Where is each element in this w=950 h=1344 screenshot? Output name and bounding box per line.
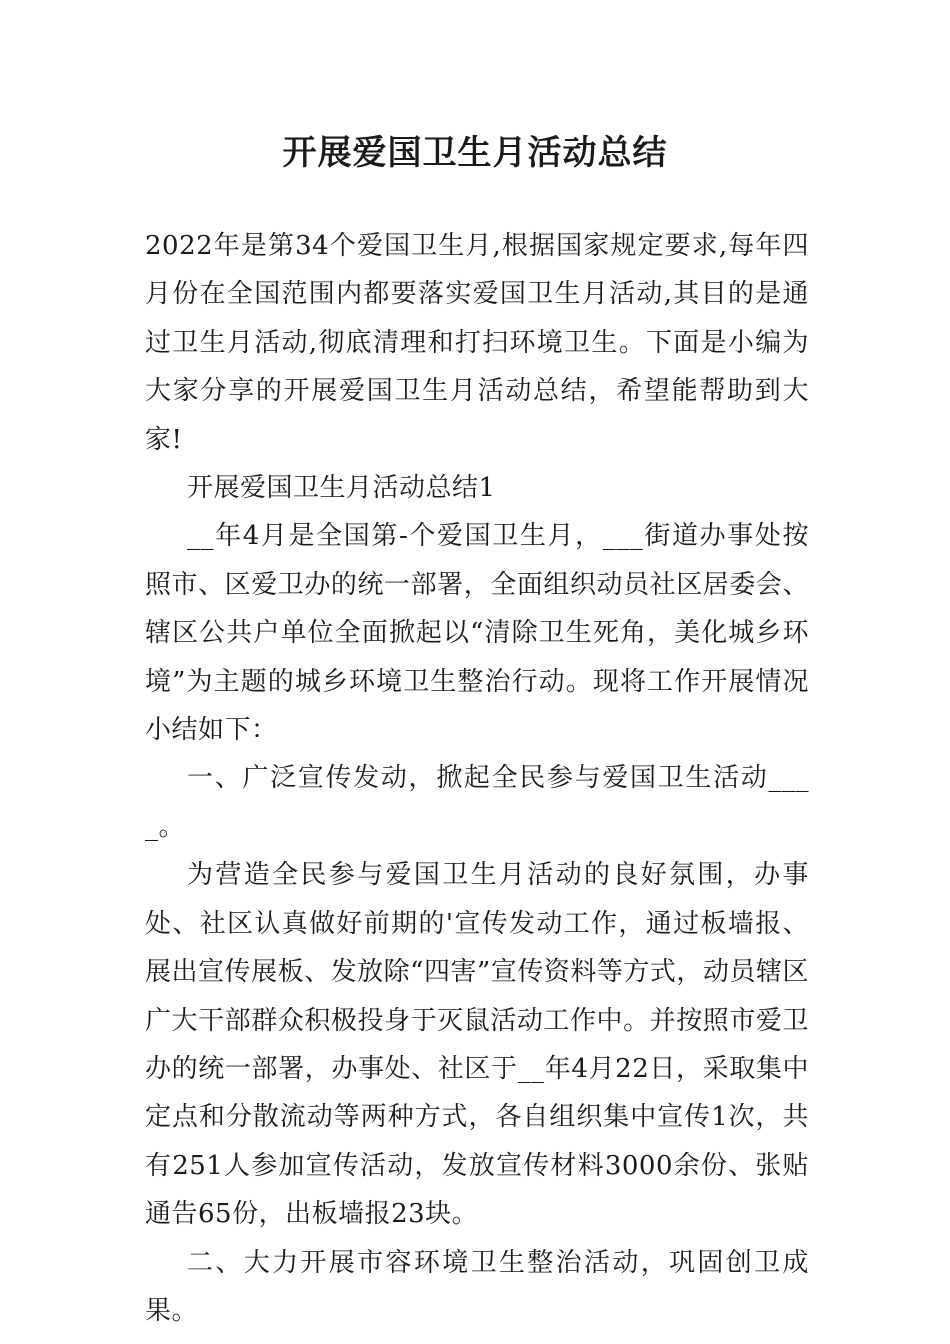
body-paragraph: __年4月是全国第-个爱国卫生月，___街道办事处按照市、区爱卫办的统一部署，全面组织动员社区居委会、辖区公共户单位全面掀起以“清除卫生死角，美化城乡环境”为主题的城乡环境卫生整治行动。现将工作开展情况小结如下： [145, 521, 809, 746]
document-title: 开展爱国卫生月活动总结 [282, 133, 668, 173]
section-heading: 开展爱国卫生月活动总结1 [187, 473, 496, 504]
subheading-1: 一、广泛宣传发动，掀起全民参与爱国卫生活动____。 [145, 763, 809, 842]
document-body [145, 222, 809, 1335]
subheading-2: 二、大力开展市容环境卫生整治活动，巩固创卫成果。 [145, 1247, 809, 1326]
intro-paragraph: 2022年是第34个爱国卫生月,根据国家规定要求,每年四月份在全国范围内都要落实爱国卫生月活动,其目的是通过卫生月活动,彻底清理和打扫环境卫生。下面是小编为大家分享的开展爱国卫生月活动总结，希望能帮助到大家! [145, 231, 809, 455]
body-paragraph: 为营造全民参与爱国卫生月活动的良好氛围，办事处、社区认真做好前期的'宣传发动工作，通过板墙报、展出宣传展板、发放除“四害”宣传资料等方式，动员辖区广大干部群众积极投身于灭鼠活动工作中。并按照市爱卫办的统一部署，办事处、社区于__年4月22日，采取集中定点和分散流动等两种方式，各自组织集中宣传1次，共有251人参加宣传活动，发放宣传材料3000余份、张贴通告65份，出板墙报23块。 [145, 860, 809, 1230]
